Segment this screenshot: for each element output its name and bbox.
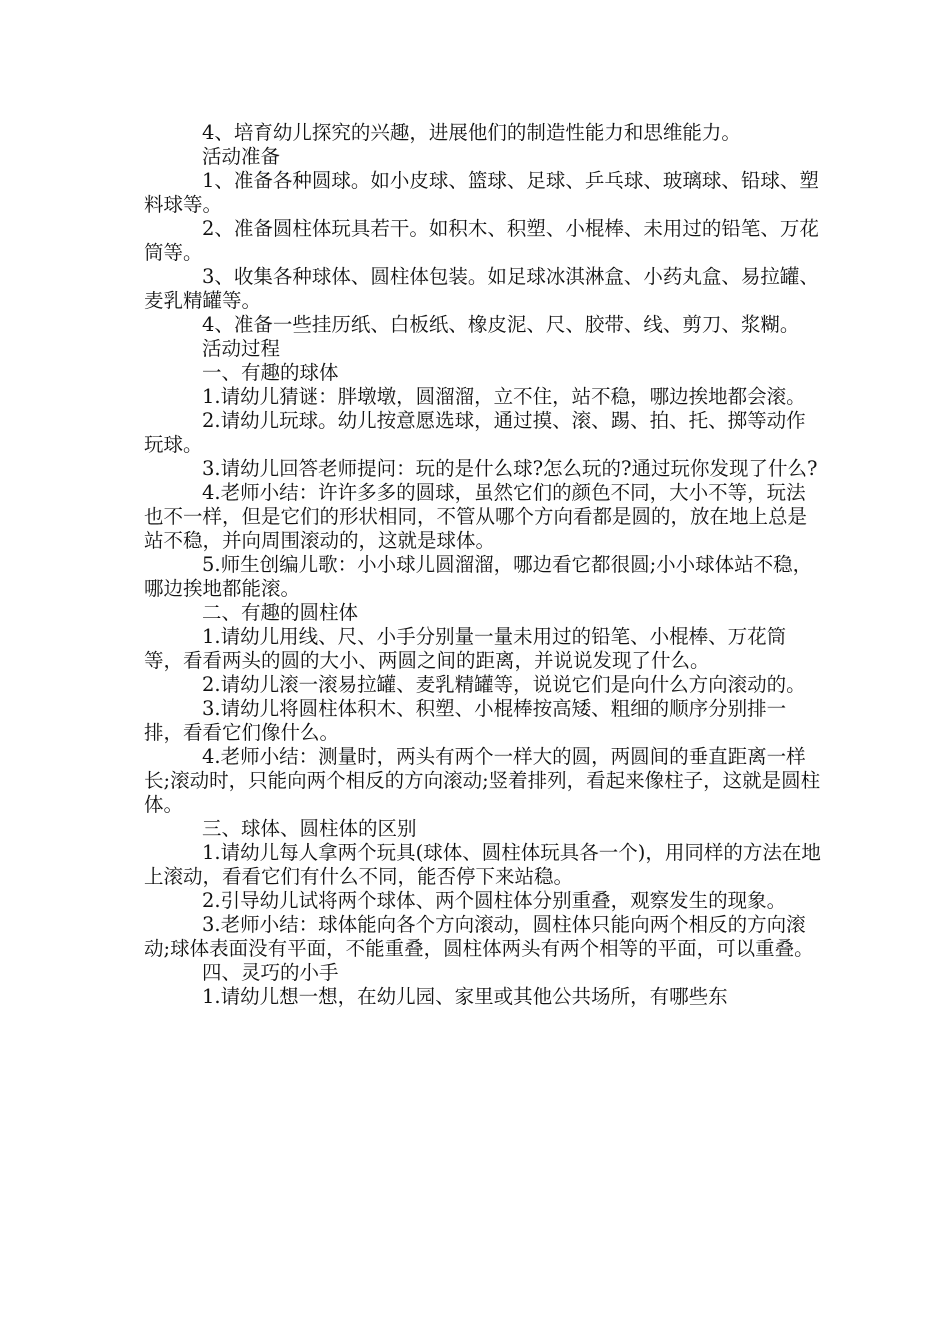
- heading-process: 活动过程: [202, 337, 281, 360]
- heading-section-1: 一、有趣的球体: [202, 361, 339, 384]
- paragraph-sec3-3: 3.老师小结：球体能向各个方向滚动，圆柱体只能向两个相反的方向滚动;球体表面没有平面，不能重叠，圆柱体两头有两个相等的平面，可以重叠。: [144, 913, 814, 960]
- paragraph-prep-3: 3、收集各种球体、圆柱体包装。如足球冰淇淋盒、小药丸盒、易拉罐、麦乳精罐等。: [144, 265, 819, 312]
- heading-section-4: 四、灵巧的小手: [202, 961, 339, 984]
- heading-section-2: 二、有趣的圆柱体: [202, 601, 359, 624]
- paragraph-prep-2: 2、准备圆柱体玩具若干。如积木、积塑、小棍棒、未用过的铅笔、万花筒等。: [144, 217, 819, 264]
- paragraph-sec2-4: 4.老师小结：测量时，两头有两个一样大的圆，两圆间的垂直距离一样长;滚动时，只能向两个相反的方向滚动;竖着排列，看起来像柱子，这就是圆柱体。: [144, 745, 821, 816]
- heading-section-3: 三、球体、圆柱体的区别: [202, 817, 417, 840]
- paragraph-sec1-1: 1.请幼儿猜谜：胖墩墩，圆溜溜，立不住，站不稳，哪边挨地都会滚。: [202, 385, 806, 408]
- paragraph-goal-4: 4、培育幼儿探究的兴趣，进展他们的制造性能力和思维能力。: [202, 121, 741, 144]
- paragraph-sec4-1: 1.请幼儿想一想，在幼儿园、家里或其他公共场所，有哪些东: [202, 985, 728, 1008]
- paragraph-sec3-1: 1.请幼儿每人拿两个玩具(球体、圆柱体玩具各一个)，用同样的方法在地上滚动，看看它们有什么不同，能否停下来站稳。: [144, 841, 821, 888]
- paragraph-sec1-2: 2.请幼儿玩球。幼儿按意愿选球，通过摸、滚、踢、拍、托、掷等动作玩球。: [144, 409, 806, 456]
- paragraph-sec1-5: 5.师生创编儿歌：小小球儿圆溜溜，哪边看它都很圆;小小球体站不稳，哪边挨地都能滚。: [144, 553, 813, 600]
- paragraph-sec2-1: 1.请幼儿用线、尺、小手分别量一量未用过的铅笔、小棍棒、万花筒等，看看两头的圆的大小、两圆之间的距离，并说说发现了什么。: [144, 625, 787, 672]
- heading-preparation: 活动准备: [202, 145, 281, 168]
- paragraph-prep-1: 1、准备各种圆球。如小皮球、篮球、足球、乒乓球、玻璃球、铅球、塑料球等。: [144, 169, 819, 216]
- paragraph-sec2-3: 3.请幼儿将圆柱体积木、积塑、小棍棒按高矮、粗细的顺序分别排一排，看看它们像什么。: [144, 697, 787, 744]
- paragraph-sec3-2: 2.引导幼儿试将两个球体、两个圆柱体分别重叠，观察发生的现象。: [202, 889, 787, 912]
- paragraph-sec1-3: 3.请幼儿回答老师提问：玩的是什么球?怎么玩的?通过玩你发现了什么?: [202, 457, 818, 480]
- paragraph-sec1-4: 4.老师小结：许许多多的圆球，虽然它们的颜色不同，大小不等，玩法也不一样，但是它们的形状相同，不管从哪个方向看都是圆的，放在地上总是站不稳，并向周围滚动的，这就是球体。: [144, 481, 808, 552]
- document-page: [144, 121, 824, 1009]
- paragraph-prep-4: 4、准备一些挂历纸、白板纸、橡皮泥、尺、胶带、线、剪刀、浆糊。: [202, 313, 800, 336]
- paragraph-sec2-2: 2.请幼儿滚一滚易拉罐、麦乳精罐等，说说它们是向什么方向滚动的。: [202, 673, 806, 696]
